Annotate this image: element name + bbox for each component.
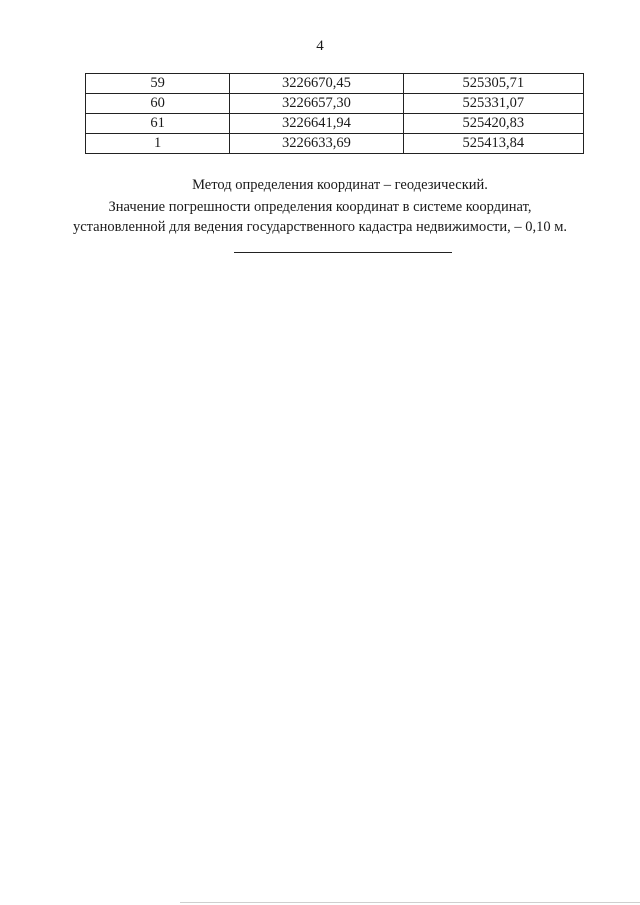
y-coordinate-cell: 525305,71 [403, 74, 583, 94]
y-coordinate-cell: 525413,84 [403, 134, 583, 154]
point-number-cell: 61 [86, 114, 230, 134]
accuracy-statement-line-1: Значение погрешности определения координат в системе координат, [108, 199, 532, 215]
table-row [86, 74, 584, 94]
closing-divider [234, 252, 452, 253]
point-number-cell: 59 [86, 74, 230, 94]
scan-edge-line [180, 902, 640, 903]
table-row [86, 94, 584, 114]
x-coordinate-cell: 3226633,69 [230, 134, 403, 154]
y-coordinate-cell: 525331,07 [403, 94, 583, 114]
y-coordinate-cell: 525420,83 [403, 114, 583, 134]
page-number: 4 [316, 38, 324, 54]
x-coordinate-cell: 3226670,45 [230, 74, 403, 94]
x-coordinate-cell: 3226641,94 [230, 114, 403, 134]
table-row [86, 134, 584, 154]
accuracy-statement-line-2: установленной для ведения государственного кадастра недвижимости, – 0,10 м. [72, 219, 568, 235]
x-coordinate-cell: 3226657,30 [230, 94, 403, 114]
point-number-cell: 1 [86, 134, 230, 154]
point-number-cell: 60 [86, 94, 230, 114]
method-statement: Метод определения координат – геодезический. [192, 177, 488, 193]
coordinates-table [85, 73, 584, 154]
table-row [86, 114, 584, 134]
